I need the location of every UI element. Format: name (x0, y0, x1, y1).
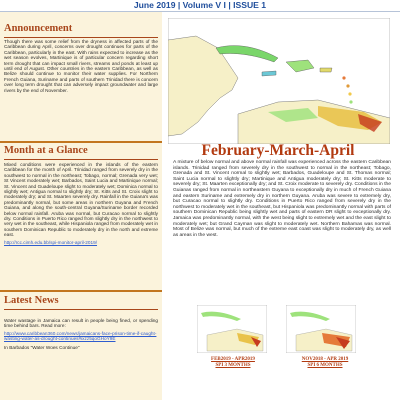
announcement-rule (4, 37, 158, 38)
corner-mark (382, 384, 400, 400)
issue-line: June 2019 | Volume V I | ISSUE 1 (133, 0, 267, 10)
announcement-heading: Announcement (4, 23, 73, 34)
spi-map-main (168, 18, 390, 144)
latest-news-heading: Latest News (4, 295, 59, 306)
month-glance-text: Mixed conditions were experienced in the islands of the eastern Caribbean for the month of April. Trinidad ranged from severely dry in the southwest to normal in the northeast; Tobago, normal; Grenada very wet; St Vincent moderately wet; Barbados, Saint Lucia and Martinique normal; St. Vincent and Guadeloupe slight to moderately wet; Dominica normal to slightly wet; Antigua normal to slightly dry; St. Kitts and St. Croix slight to moderately dry; and St. Maarten severely dry. Rainfall in the Guiana's was predominantly normal, but some areas in northern Guyana and French Guiana, and along the south-central Guyana/Suriname border recorded below normal rainfall. Aruba was normal, but Curacao normal to slightly dry. Conditions in Puerto Rico ranged from slightly dry in the northwest to very wet in the southeast, while Hispaniola ranged from moderately wet in southern Dominican Republic to moderately dry in the north and extreme east. http://rcc.cimh.edu.bb/spi-monitor-april-2019/ (4, 162, 158, 245)
spi-map-3-months (197, 305, 267, 353)
month-glance-rule (4, 159, 158, 160)
caption-6-months: NOV2018 - APR 2019 SPI 6 MONTHS (301, 357, 349, 368)
feature-title: February-March-April (201, 142, 355, 159)
month-glance-heading: Month at a Glance (4, 145, 88, 156)
announcement-text: Though there was some relief from the dryness in affected parts of the Caribbean during April, concerns over drought continues for parts of the Caribbean, particularly in the east. With rains expected to increase as the wet season evolves, Martinique is of particular concern regarding short term drought that can impact small rivers, streams and ponds at least up until end of August. Other countries in the eastern Caribbean, as well as Belize should continue to monitor their water supplies. For Northern French Guiana, Suriname and parts of southern Trinidad there is concern over long term drought that can adversely impact groundwater and large rivers by the end of November. (4, 39, 158, 93)
caption-3-months: FEB2019 - APR2019 SPI 3 MONTHS (211, 357, 255, 368)
spi-monitor-link[interactable]: http://rcc.cimh.edu.bb/spi-monitor-april-2019/ (4, 239, 98, 245)
section-divider-2 (0, 290, 162, 292)
news-link[interactable]: http://www.caribbean360.com/news/jamaicans-face-prison-time-if-caught-wasting-water-as-drought-continues#ixzz5qoGHoY9E (4, 330, 157, 342)
latest-news-text: Water wastage in Jamaica can result in people being fined, or spending time behind bars. Read more: http://www.caribbean360.com/news/jamaicans-face-prison-time-if-caught-wasting-water-as-drought-continues#ixzz5qoGHoY9E In Barbados "Water Woes Continue" (4, 318, 158, 350)
latest-news-rule (4, 309, 158, 310)
news-more: In Barbados "Water Woes Continue" (4, 344, 80, 350)
spi-map-6-months (286, 305, 356, 353)
feature-text: A mixture of below normal and above normal rainfall was experienced across the eastern Caribbean islands. Trinidad ranged from severely dry in the southwest to normal in the northeast; Tobago, Grenada and St. Vincent normal to slightly wet; Barbados, Guadeloupe and St. Thomas normal; Saint Lucia normal to slightly dry; Martinique and Antigua moderately dry; St. Kitts moderate to severely dry; St. Maarten exceptionally dry; and St. Croix moderate to severely dry. Conditions in the Guianas ranged from normal in northeastern Guyana to exceptionally dry in much of French Guiana and eastern Suriname and extremely dry in northern Guyana. Aruba was severe to extremely dry, but Curacao normal to slightly dry. Conditions in Puerto Rico ranged from severely dry in the northwest to moderately wet in the southeast, but Hispaniola was predominantly normal with parts of southern Dominican Republic being slightly wet and parts of eastern DR slight to exceptionally dry. Jamaica was predominantly normal, with the west being slight to extremely wet and the east slight to moderately wet; but Grand Cayman was slight to moderately wet. Northern Bahamas was normal. Most of Belize was normal, but much of the extreme east coast was slight to moderately dry, as well as areas in the west. (173, 160, 391, 238)
section-divider (0, 141, 162, 143)
